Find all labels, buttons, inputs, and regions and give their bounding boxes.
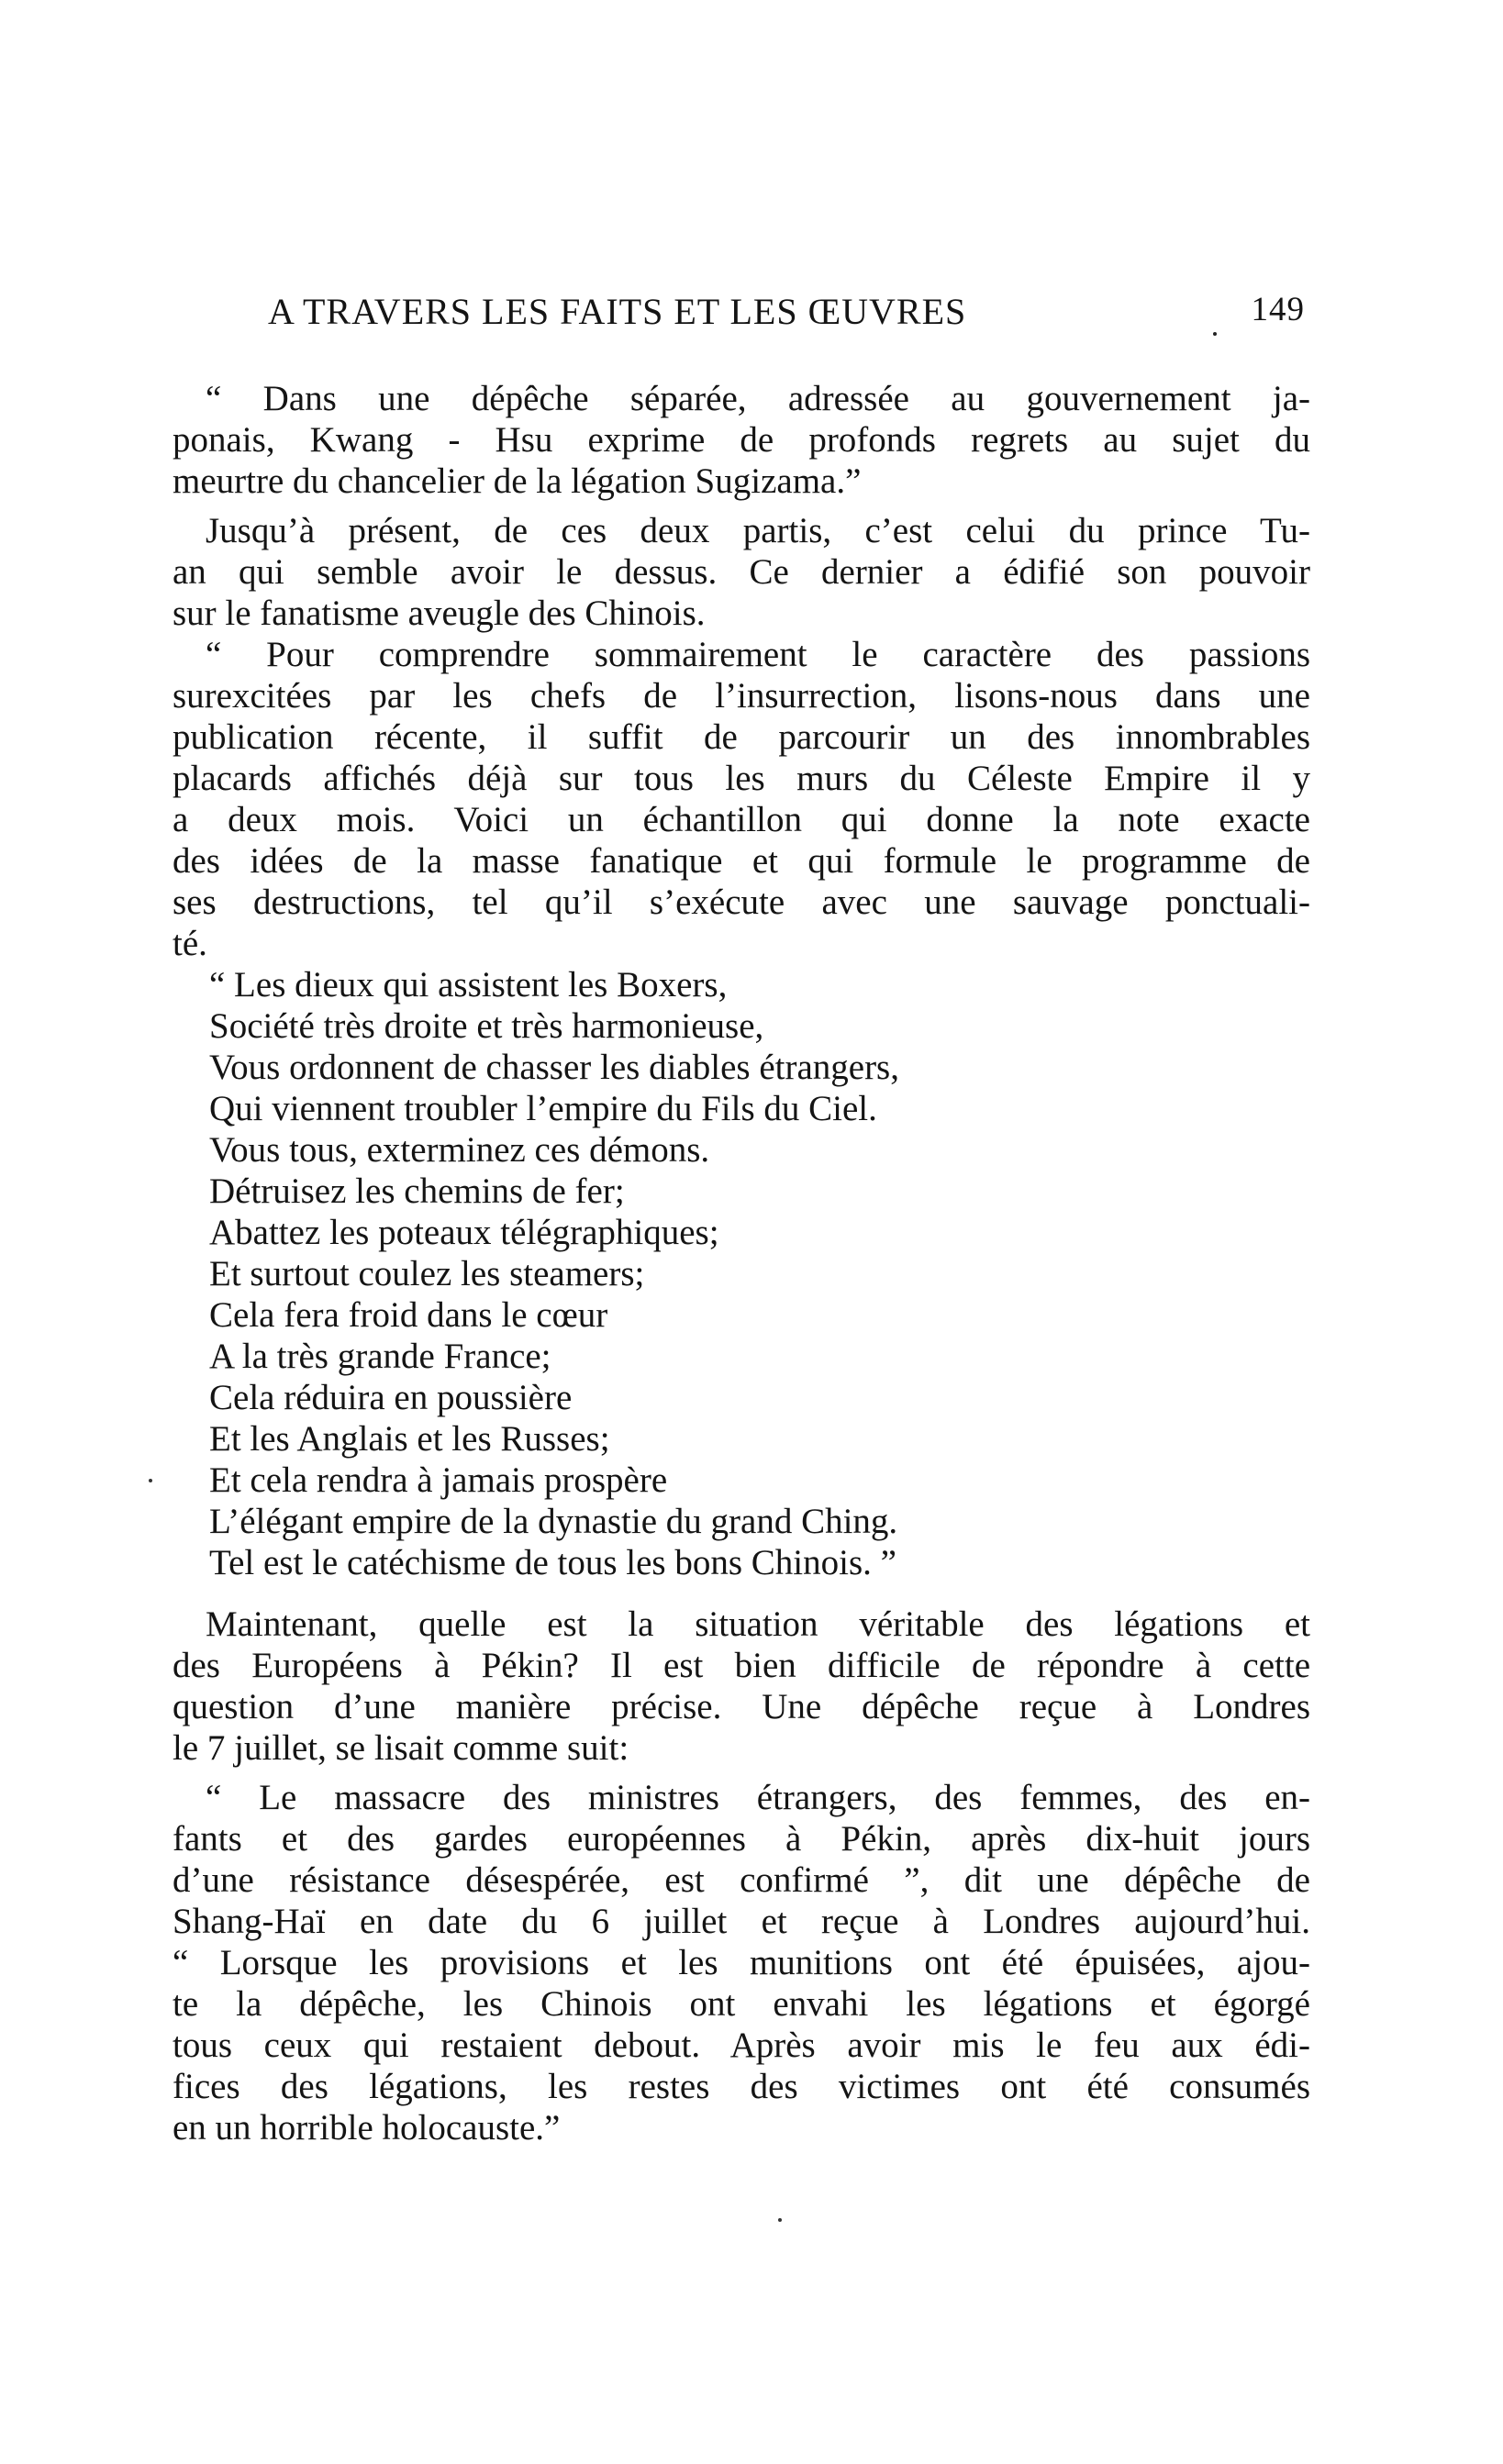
text-line: an qui semble avoir le dessus. Ce dernier a édifié son pouvoir <box>173 552 1310 592</box>
verse-line: Et les Anglais et les Russes; <box>209 1419 610 1459</box>
verse-line: Et surtout coulez les steamers; <box>209 1254 645 1293</box>
text-line: question d’une manière précise. Une dépêche reçue à Londres <box>173 1687 1310 1726</box>
body-text <box>173 378 1310 2148</box>
ink-speck <box>149 1479 152 1482</box>
running-header <box>268 290 1305 338</box>
text-line: surexcitées par les chefs de l’insurrection, lisons-nous dans une <box>173 676 1310 716</box>
text-line: placards affichés déjà sur tous les murs du Céleste Empire il y <box>173 759 1310 798</box>
text-line: Maintenant, quelle est la situation véritable des légations et <box>206 1604 1310 1644</box>
verse-line: Cela réduira en poussière <box>209 1378 573 1417</box>
verse-line: Cela fera froid dans le cœur <box>209 1295 608 1335</box>
text-line: fices des légations, les restes des victimes ont été consumés <box>173 2067 1310 2106</box>
text-line: “ Dans une dépêche séparée, adressée au gouvernement ja- <box>206 379 1310 418</box>
text-line: meurtre du chancelier de la légation Sugizama.” <box>173 461 862 501</box>
verse-line: Qui viennent troubler l’empire du Fils du Ciel. <box>209 1089 877 1128</box>
paragraph <box>173 634 1310 964</box>
text-line: publication récente, il suffit de parcourir un des innombrables <box>173 717 1310 757</box>
verse-line: “ Les dieux qui assistent les Boxers, <box>209 965 728 1004</box>
verse-line: Société très droite et très harmonieuse, <box>209 1006 764 1046</box>
verse-line: Détruisez les chemins de fer; <box>209 1171 625 1211</box>
paragraph <box>173 1777 1310 2148</box>
text-line: le 7 juillet, se lisait comme suit: <box>173 1728 629 1768</box>
paragraph <box>173 510 1310 634</box>
verse-line: A la très grande France; <box>209 1337 551 1376</box>
text-line: tous ceux qui restaient debout. Après avoir mis le feu aux édi- <box>173 2026 1310 2065</box>
text-line: “ Pour comprendre sommairement le caractère des passions <box>206 635 1310 674</box>
verse-line: Abattez les poteaux télégraphiques; <box>209 1213 719 1252</box>
text-line: te la dépêche, les Chinois ont envahi les légations et égorgé <box>173 1984 1310 2024</box>
text-line: d’une résistance désespérée, est confirmé ”, dit une dépêche de <box>173 1860 1310 1900</box>
paragraph <box>173 378 1310 502</box>
verse-line: Vous ordonnent de chasser les diables étrangers, <box>209 1048 899 1087</box>
text-line: des idées de la masse fanatique et qui formule le programme de <box>173 841 1310 881</box>
page-number: 149 <box>1251 291 1305 328</box>
header-dot <box>1213 332 1217 336</box>
text-line: Jusqu’à présent, de ces deux partis, c’est celui du prince Tu- <box>206 511 1310 550</box>
ink-speck <box>778 2218 782 2222</box>
paragraph <box>173 1604 1310 1769</box>
verse-line: Et cela rendra à jamais prospère <box>209 1460 668 1500</box>
text-line: a deux mois. Voici un échantillon qui donne la note exacte <box>173 800 1310 839</box>
verse-block <box>173 964 1310 1583</box>
text-line: Shang-Haï en date du 6 juillet et reçue à Londres aujourd’hui. <box>173 1902 1310 1941</box>
text-line: “ Lorsque les provisions et les munitions ont été épuisées, ajou- <box>173 1943 1310 1982</box>
text-line: ponais, Kwang - Hsu exprime de profonds regrets au sujet du <box>173 420 1310 460</box>
text-line: ses destructions, tel qu’il s’exécute avec une sauvage ponctuali- <box>173 882 1310 922</box>
verse-line: L’élégant empire de la dynastie du grand Ching. <box>209 1502 898 1541</box>
verse-line: Tel est le catéchisme de tous les bons Chinois. ” <box>209 1543 896 1582</box>
text-line: “ Le massacre des ministres étrangers, des femmes, des en- <box>206 1778 1310 1817</box>
text-line: des Européens à Pékin? Il est bien difficile de répondre à cette <box>173 1646 1310 1685</box>
running-title: A TRAVERS LES FAITS ET LES ŒUVRES <box>268 291 967 332</box>
text-line: sur le fanatisme aveugle des Chinois. <box>173 594 706 633</box>
text-line: en un horrible holocauste.” <box>173 2108 561 2148</box>
text-line: fants et des gardes européennes à Pékin, après dix-huit jours <box>173 1819 1310 1859</box>
verse-line: Vous tous, exterminez ces démons. <box>209 1130 710 1170</box>
text-line: té. <box>173 924 207 963</box>
